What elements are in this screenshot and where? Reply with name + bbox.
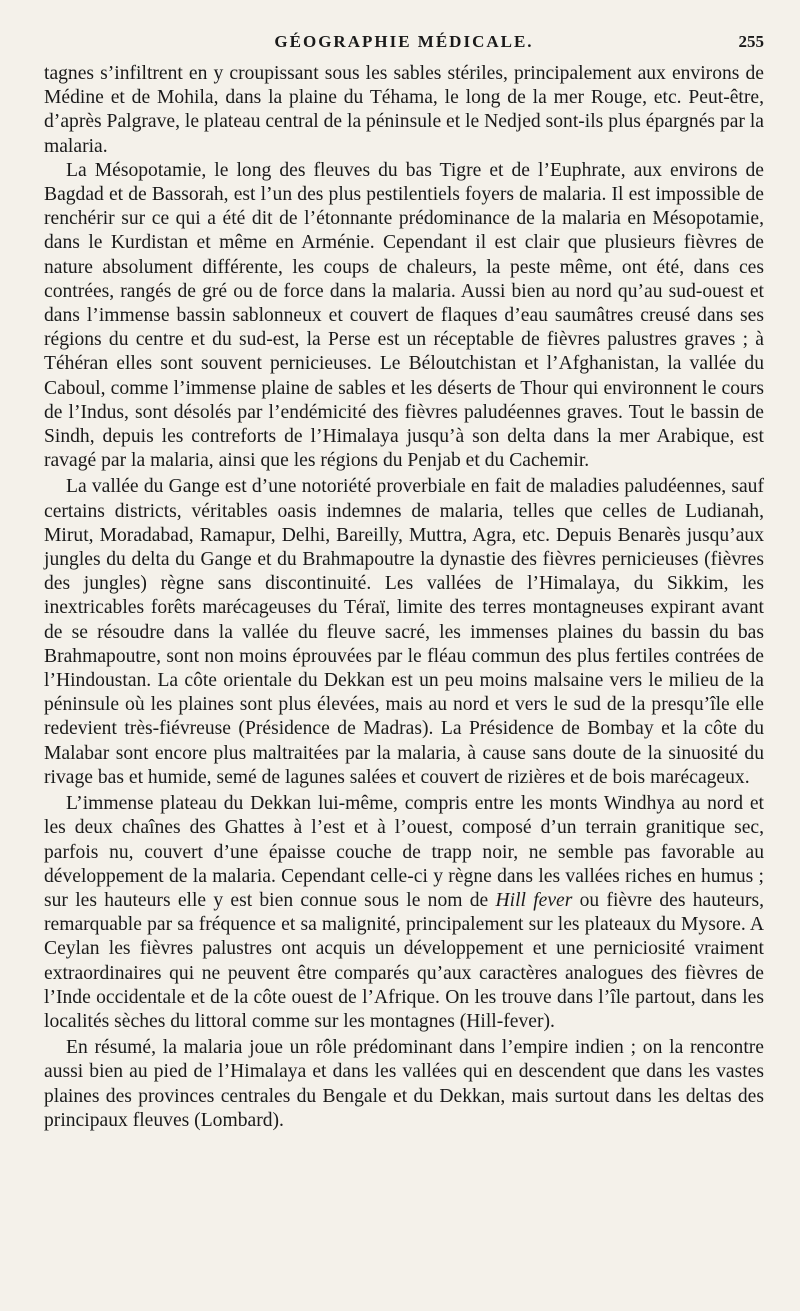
paragraph-arabia-continued: tagnes s’infiltrent en y croupissant sous les sables stériles, principalement aux environs de Médine et de Mohila, dans la plaine du Téhama, le long de la mer Rouge, etc. Peut-être, d’après Palgrave, le plateau central de la péninsule et le Nedjed sont-ils plus épargnés par la malaria. <box>44 63 764 157</box>
running-title: GÉOGRAPHIE MÉDICALE. <box>274 32 534 51</box>
running-header <box>44 28 764 58</box>
paragraph-text: ou fièvre des hauteurs, remarquable par sa fréquence et sa malignité, principalement sur les plateaux du Mysore. A Ceylan les fièvres palustres ont acquis un développement et une perniciosité vraiment extraordinaires qui ne peuvent être comparés qu’aux caractères analogues des fièvres de l’Inde occidentale et de la côte ouest de l’Afrique. On les trouve dans l’île partout, dans les localités sèches du littoral comme sur les montagnes (Hill-fever). <box>44 889 764 1032</box>
emphasized-term: Hill fever <box>495 889 573 911</box>
paragraph-text: L’immense plateau du Dekkan lui-même, compris entre les monts Windhya au nord et les deux chaînes des Ghattes à l’est et à l’ouest, composé d’un terrain granitique sec, parfois nu, couvert d’une épaisse couche de trapp noir, ne semble pas favorable au développement de la malaria. Cependant celle-ci y règne dans les vallées riches en humus ; sur les hauteurs elle y est bien connue sous le nom de <box>44 793 764 911</box>
paragraph-mesopotamia: La Mésopotamie, le long des fleuves du bas Tigre et de l’Euphrate, aux environs de Bagdad et de Bassorah, est l’un des plus pestilentiels foyers de malaria. Il est impossible de renchérir sur ce qui a été dit de l’étonnante prédominance de la malaria en Mésopotamie, dans le Kurdistan et même en Arménie. Cependant il est clair que plusieurs fièvres de nature absolument différente, les coups de chaleurs, la peste même, ont été, dans ces contrées, rangés de gré ou de force dans la malaria. Aussi bien au nord qu’au sud-ouest et dans l’immense bassin sablonneux et couvert de flaques d’eau saumâtres creusé dans ses régions du centre et du sud-est, la Perse est un réceptable de fièvres palustres graves ; à Téhéran elles sont souvent pernicieuses. Le Béloutchistan et l’Afghanistan, la vallée du Caboul, comme l’immense plaine de sables et les déserts de Thour qui environnent le cours de l’Indus, sont désolés par l’endémicité des fièvres paludéennes graves. Tout le bassin de Sindh, depuis les contreforts de l’Himalaya jusqu’à son delta dans la mer Arabique, est ravagé par la malaria, ainsi que les régions du Penjab et du Cachemir. <box>44 159 764 472</box>
page-number: 255 <box>738 32 764 51</box>
body-text <box>44 62 764 1133</box>
paragraph-ganges-valley: La vallée du Gange est d’une notoriété proverbiale en fait de maladies paludéennes, sauf certains districts, véritables oasis indemnes de malaria, telles que celles de Ludianah, Mirut, Moradabad, Ramapur, Delhi, Bareilly, Muttra, Agra, etc. Depuis Benarès jusqu’aux jungles du delta du Gange et du Brahmapoutre la dynastie des fièvres pernicieuses (fièvres des jungles) règne sans discontinuité. Les vallées de l’Himalaya, du Sikkim, les inextricables forêts marécageuses du Téraï, limite des terres montagneuses expirant avant de se résoudre dans la vallée du fleuve sacré, les immenses plaines du bassin du bas Brahmapoutre, sont non moins éprouvées par le fléau commun des plus fertiles contrées de l’Hindoustan. La côte orientale du Dekkan est un peu moins malsaine vers le milieu de la péninsule où les plaines sont plus élevées, mais au nord et vers le sud de la presqu’île elle redevient très-fiévreuse (Présidence de Madras). La Présidence de Bombay et la côte du Malabar sont encore plus maltraitées par la malaria, à cause sans doute de la sinuosité du rivage bas et humide, semé de lagunes salées et couvert de rizières et de bois marécageux. <box>44 476 764 788</box>
paragraph-dekkan-plateau <box>44 792 764 1034</box>
paragraph-summary: En résumé, la malaria joue un rôle prédominant dans l’empire indien ; on la rencontre aussi bien au pied de l’Himalaya et dans les vallées qui en descendent que dans les vastes plaines des provinces centrales du Bengale et du Dekkan, mais surtout dans les deltas des principaux fleuves (Lombard). <box>44 1037 764 1131</box>
